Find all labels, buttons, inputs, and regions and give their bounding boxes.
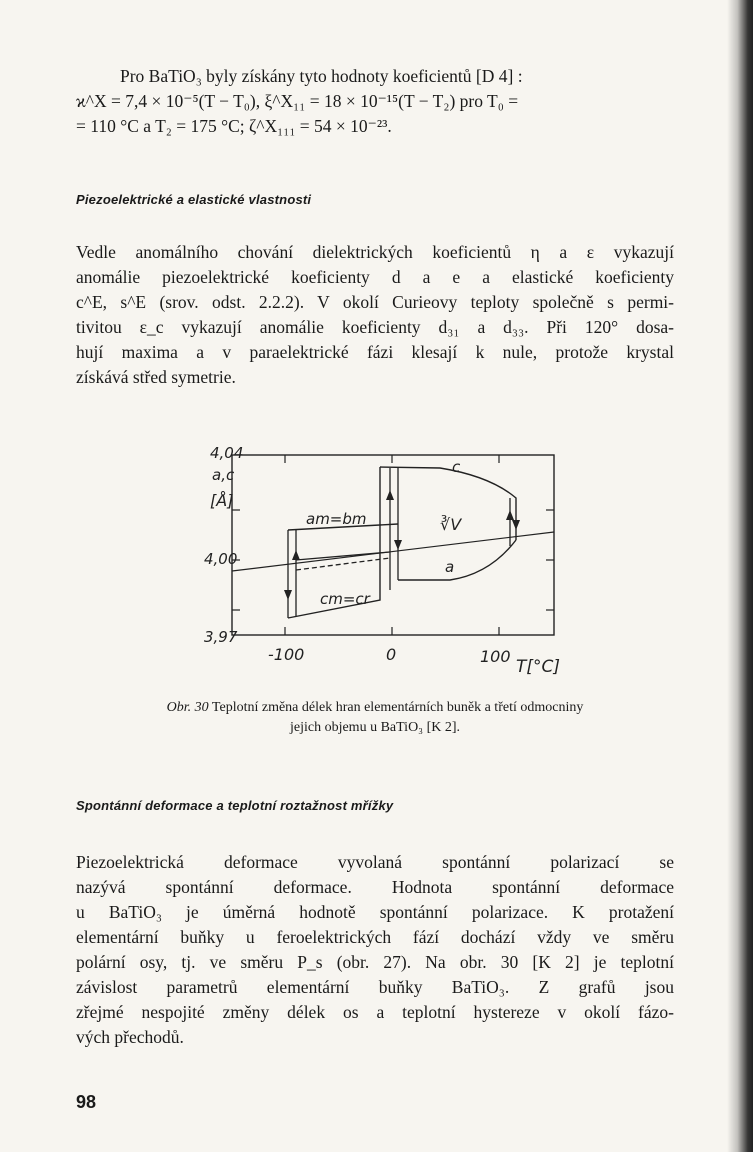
text-line: polární osy, tj. ve směru P_s (obr. 27). Na obr. 30 [K 2] je teplotní (76, 952, 674, 972)
x-tick-zero: 0 (386, 645, 397, 664)
paragraph-deformation (76, 850, 674, 1050)
text-line: závislost parametrů elementární buňky BaTiO₃. Z grafů jsou (76, 977, 674, 997)
x-tick-pos: 100 (480, 647, 511, 666)
label-c: c (452, 458, 461, 476)
label-a: a (445, 558, 455, 576)
y-tick-top: 4,04 (210, 444, 244, 462)
text-line: nazývá spontánní deformace. Hodnota spontánní deformace (76, 877, 674, 897)
page-number: 98 (76, 1092, 97, 1112)
text-line: Piezoelektrická deformace vyvolaná spontánní polarizací se (76, 852, 674, 872)
label-cm-cr: cm=cr (320, 590, 370, 608)
text-line: hují maxima a v paraelektrické fázi klesají k nule, protože krystal (76, 342, 674, 362)
y-tick-bottom: 3,97 (204, 628, 238, 646)
text-line: elementární buňky u feroelektrických fází dochází vždy ve směru (76, 927, 674, 947)
y-axis-unit: [Å] (210, 491, 234, 510)
label-am-bm: am=bm (306, 510, 367, 528)
y-tick-mid: 4,00 (204, 550, 238, 568)
figure-caption (76, 698, 674, 738)
section-heading: Spontánní deformace a teplotní roztažnost mřížky (76, 798, 394, 813)
text-line: u BaTiO₃ je úměrná hodnotě spontánní polarizace. K protažení (76, 902, 674, 922)
figure-30-chart (180, 440, 600, 690)
caption-text: Teplotní změna délek hran elementárních buněk a třetí odmocniny (208, 700, 584, 715)
text-line: c^E, s^E (srov. odst. 2.2.2). V okolí Curieovy teploty společně s permi- (76, 292, 674, 312)
text-line: tivitou ε_c vykazují anomálie koeficienty d₃₁ a d₃₃. Při 120° dosa- (76, 317, 674, 337)
text-line: získává střed symetrie. (76, 367, 236, 387)
text-line: ϰ^X = 7,4 × 10⁻⁵(T − T₀), ξ^X₁₁ = 18 × 10⁻¹⁵(T − T₂) pro T₀ = (76, 91, 519, 111)
text-line: Pro BaTiO₃ byly získány tyto hodnoty koeficientů [D 4] : (120, 66, 523, 86)
paragraph-coefficients (76, 64, 674, 139)
caption-label: Obr. 30 (166, 700, 209, 715)
caption-text-cont: jejich objemu u BaTiO₃ [K 2]. (289, 720, 461, 735)
page-edge-shadow (727, 0, 753, 1152)
text-line: = 110 °C a T₂ = 175 °C; ζ^X₁₁₁ = 54 × 10⁻²³. (76, 116, 392, 136)
plot-frame (232, 455, 554, 635)
text-line: vých přechodů. (76, 1027, 184, 1047)
series-a (398, 540, 516, 580)
text-line: anomálie piezoelektrické koeficienty d a e a elastické koeficienty (76, 267, 674, 287)
text-line: Vedle anomálního chování dielektrických koeficientů η a ε vykazují (76, 242, 674, 262)
label-cube-root-v: ∛V (440, 515, 462, 534)
axis-ticks (232, 455, 554, 635)
x-tick-neg: -100 (268, 645, 305, 664)
paragraph-piezo (76, 240, 674, 390)
arrowheads (284, 490, 520, 600)
y-axis-label: a,c (212, 466, 235, 484)
text-line: zřejmé nespojité změny délek os a teplotní hystereze v okolí fázo- (76, 1002, 674, 1022)
section-heading: Piezoelektrické a elastické vlastnosti (76, 192, 312, 207)
x-axis-unit: T[°C] (516, 657, 561, 677)
